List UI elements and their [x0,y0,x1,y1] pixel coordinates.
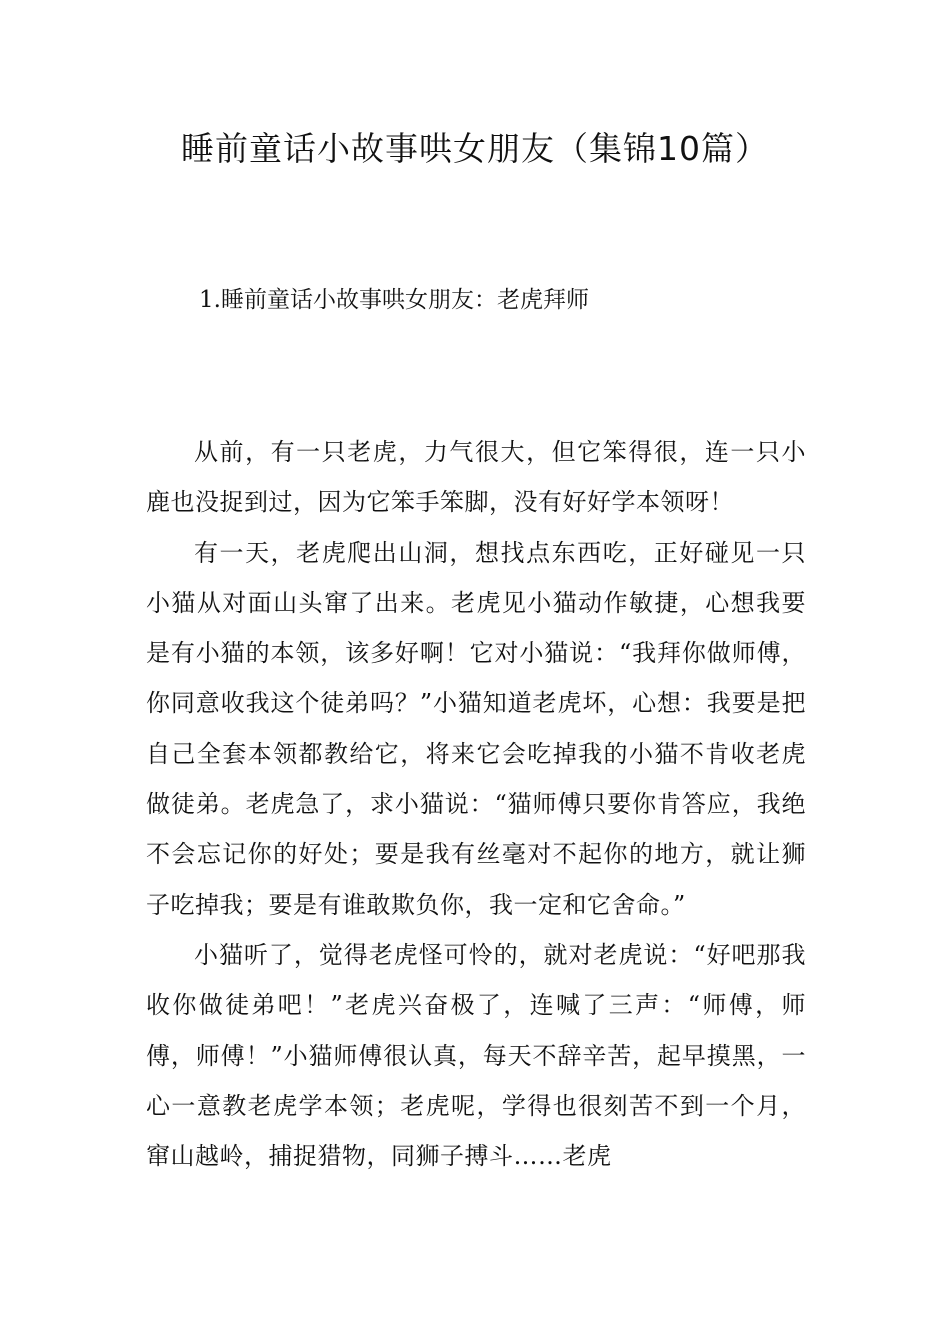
paragraph-2: 有一天，老虎爬出山洞，想找点东西吃，正好碰见一只小猫从对面山头窜了出来。老虎见小猫动作敏捷，心想我要是有小猫的本领，该多好啊！它对小猫说：“我拜你做师傅，你同意收我这个徒弟吗？”小猫知道老虎坏，心想：我要是把自己全套本领都教给它，将来它会吃掉我的小猫不肯收老虎做徒弟。老虎急了，求小猫说：“猫师傅只要你肯答应，我绝不会忘记你的好处；要是我有丝毫对不起你的地方，就让狮子吃掉我；要是有谁敢欺负你，我一定和它舍命。” [146,538,806,919]
document-title: 睡前童话小故事哄女朋友（集锦10篇） [181,129,769,168]
paragraph-3: 小猫听了，觉得老虎怪可怜的，就对老虎说：“好吧那我收你做徒弟吧！”老虎兴奋极了，连喊了三声：“师傅，师傅，师傅！”小猫师傅很认真，每天不辞辛苦，起早摸黑，一心一意教老虎学本领；老虎呢，学得也很刻苦不到一个月，窜山越岭，捕捉猎物，同狮子搏斗……老虎 [146,940,806,1171]
story-body [146,427,806,1181]
paragraph-1: 从前，有一只老虎，力气很大，但它笨得很，连一只小鹿也没捉到过，因为它笨手笨脚，没有好好学本领呀！ [146,438,806,517]
section-heading: 1.睡前童话小故事哄女朋友：老虎拜师 [199,287,589,313]
